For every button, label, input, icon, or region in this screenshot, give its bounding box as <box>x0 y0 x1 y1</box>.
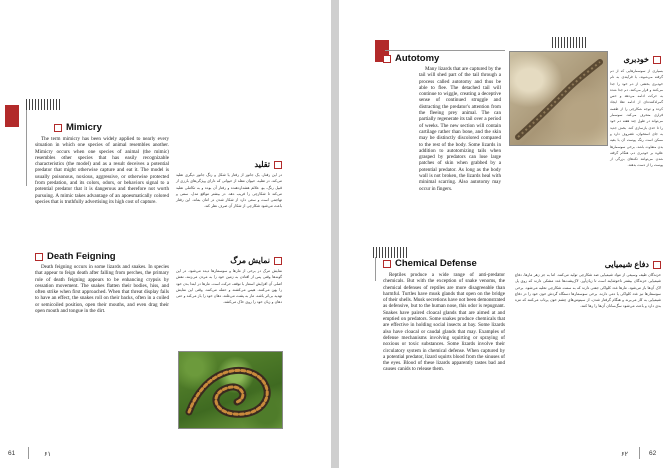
death-feigning-text: Death feigning occurs in some lizards and snakes. In species that appear to feign death after falling from perches, the primary role of death feigning appears to be enhancing crypsis by cessation movement. The snakes flatten their bodies, hiss, and often strike when first approached. When that threat display fails to have an effect, the snakes roll on their backs, often in a coiled or semicoiled position, open their mouths, and even drag their open mouth and tongue in the dirt. <box>35 264 169 315</box>
lizard-illustration <box>510 52 607 145</box>
left-page <box>0 0 331 468</box>
death-feigning-title: Death Feigning <box>47 251 116 262</box>
square-bullet-icon <box>274 257 282 265</box>
page-number-en: 61 <box>8 450 16 457</box>
page-number-fa: ۶۲ <box>621 450 628 458</box>
namayesh-marg-title: نمایش مرگ <box>230 256 270 265</box>
hatched-decoration <box>26 99 60 110</box>
book-gutter <box>331 0 339 468</box>
page-number-fa: ۶۱ <box>44 450 51 458</box>
square-bullet-icon <box>653 56 661 64</box>
namayesh-marg-heading <box>218 256 282 265</box>
khodbori-title: خودبری <box>623 55 649 64</box>
taqlid-heading <box>246 160 282 169</box>
autotomy-heading <box>383 53 439 64</box>
taqlid-title: تقلید <box>254 160 270 169</box>
defa-shimiyaei-title: دفاع شیمیایی <box>604 260 649 269</box>
right-page <box>339 0 671 468</box>
autotomy-text: Many lizards that are captured by the tail will shed part of the tail through a process called autotomy and thus be able to flee. The detached tail will continue to wiggle, creating a deceptive sense of continued struggle and distracting the predator's attention from the fleeing prey animal. The can partially regenerate its tail over a period of weeks. The new section will contain cartilage rather than bone, and the skin may be distinctly discolored compared to the rest of the body. Some lizards in addition to autotomizing tails when grasped by predators can lose large patches of skin when grabbed by a potential predator. As long as the body wall is not broken, the lizards heal with minimal scarring. Also autotomy may occur in fingers. <box>419 66 501 192</box>
khodbori-text: بسیاری از سوسمارهایی که از دم گرفته می‌شوند، با فرآیندی به نام خودبری بخشی از دم خود را جدا می‌کنند و فرار می‌کنند. دم جدا شده به حرکت ادامه می‌دهد و حس گمراه‌کننده‌ای از ادامه تقلا ایجاد کرده و توجه شکارچی را از طعمه فراری منحرف می‌کند. سوسمار می‌تواند در طول چند هفته دم خود را تا حدی بازسازی کند. بخش جدید به جای استخوان، غضروف دارد و ممکن است رنگ پوست آن با بقیه بدن متفاوت باشد. برخی سوسمارها علاوه بر خودبری دم، هنگام گرفته شدن می‌توانند تکه‌های بزرگی از پوست را از دست بدهند. <box>610 69 663 168</box>
death-feigning-heading <box>35 251 116 262</box>
frame-line <box>375 257 376 281</box>
square-bullet-icon <box>274 161 282 169</box>
page-number-en: 62 <box>649 450 657 457</box>
red-corner-block <box>5 105 19 127</box>
square-bullet-icon <box>54 124 62 132</box>
frame-line <box>26 110 27 186</box>
chemical-defense-heading <box>383 258 477 269</box>
square-bullet-icon <box>383 55 391 63</box>
lizard-photo <box>509 51 608 146</box>
taqlid-text: در این رفتار، یک جانور از رفتار یا شکل و رنگ جانور دیگری تقلید می‌کند. در تقلید، حیوان مقلد از حیوانی که دارای ویژگی‌های بارزی از قبیل رنگ، بو، علائم هشداردهنده و رفتار آن بوده و به تکاملی تقلید می‌کند تا شکارچی را فریب دهد. در بیشتر مواقع مدل، سمی و تهاجمی است و سعی دارد از شکار شدن در امان بماند. این رفتار باعث می‌شود شکارچی از شکار آن صرف نظر کند. <box>176 173 282 209</box>
defa-shimiyaei-text: خزندگان طیف وسیعی از مواد شیمیایی ضد شکارچی تولید می‌کنند. اما به جز زهر مارها، دفاع شیمیایی خزندگان بیشتر ناخوشایند است تا زیان‌آور. لاک‌پشت‌ها غدد مشکی دارند که روی پل لاک آن‌ها باز می‌شود. مارها غدد کلواکی جفتی دارند که به سمت شکارچی تخلیه می‌شود. برخی سوسمارها نیز غدد کلواکی یا دمی دارند. برخی سوسمارها دستگاه گردش خون خود را در دفاع شیمیایی به کار می‌برند و هنگام گرفتار شدن، از سینوس‌های چشم خون پرتاب می‌کنند که مزه بدی دارد و باعث می‌شود سگ‌سانان آن‌ها را رها کنند. <box>515 273 661 309</box>
footer-divider <box>639 447 640 459</box>
snake-photo <box>178 351 283 429</box>
coiled-snake-illustration <box>179 352 282 428</box>
chemical-defense-title: Chemical Defense <box>395 258 477 269</box>
hatched-decoration <box>373 247 407 258</box>
mimicry-text: The term mimicry has been widely applied to nearly every situation in which one species of animal resembles another. Mimicry occurs when one species of animal (the mimic) resembles other species that has easily recognizable characteristics (the model) and as a result deceives a potential predator that might otherwise capture and eat it. The model is usually poisonous, noxious, aggressive, or otherwise protected from predation, and its colors, odors, or behaviors signal to a potential predator that it is dangerous and therefore not worth pursuing. A mimic takes advantage of an apoesmatically colored species that is truthfully advertising its high cost of capture. <box>35 136 169 205</box>
frame-line <box>385 50 505 51</box>
autotomy-title: Autotomy <box>395 53 440 64</box>
defa-shimiyaei-heading <box>575 260 661 269</box>
square-bullet-icon <box>35 253 43 261</box>
mimicry-title: Mimicry <box>66 122 102 133</box>
square-bullet-icon <box>383 260 391 268</box>
square-bullet-icon <box>653 261 661 269</box>
namayesh-marg-text: نمایش مرگ در برخی از مارها و سوسمارها دیده می‌شود. در این گونه‌ها وقتی پس از افتادن به زمین خود را به مردن می‌زنند، نقش اصلی آن افزایش استتار با توقف حرکت است. مارها در ابتدا بدن خود را پهن می‌کنند، هیس می‌کشند و حمله می‌کنند. وقتی این نمایش تهدید بی‌اثر باشد، مار به پشت می‌غلتد، دهان خود را باز می‌کند و حتی دهان و زبان خود را روی خاک می‌کشد. <box>176 269 282 305</box>
khodbori-heading <box>601 55 661 64</box>
hatched-decoration <box>552 37 588 48</box>
chemical-defense-text: Reptiles produce a wide range of anti-predator chemicals. But with the exception of snake venoms, the chemical defenses of reptiles are more disagreeable than harmful. Turtles have musk glands that open on the bridge of their shells. Musk secretions have not been demonstrated as defensive, but to the human nose, this odor is repugnant. Snakes have paired cloacal glands that are aimed at and emptied on predators. Some snakes produce chemicals that are effective in holding social insects at bay. Some lizards also have cloacal or caudal glands that may. Examples of defense mechanisms involving squirting or spraying of noxious or toxic substances. Some lizards involve their circulatory system in chemical defense. When captured by a potential predator, lizard squirts blood from the sinuses of the eyes. Blood of these lizards apparently tastes bad and causes canids to release them. <box>383 272 505 373</box>
mimicry-heading <box>54 122 102 133</box>
footer-divider <box>28 447 29 459</box>
